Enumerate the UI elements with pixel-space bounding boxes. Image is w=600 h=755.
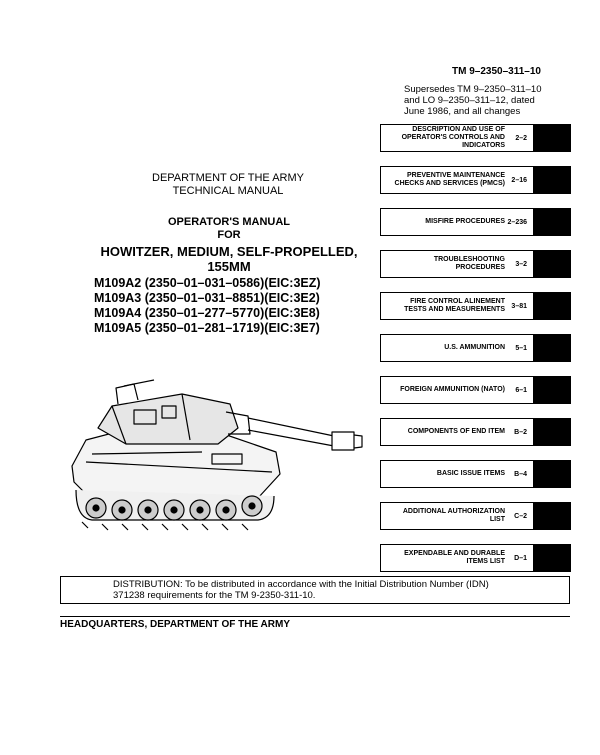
title-line: HOWITZER, MEDIUM, SELF-PROPELLED, [100,244,358,259]
tab-label: FIRE CONTROL ALINEMENT TESTS AND MEASUREMENTS [404,298,505,313]
tab-page: C–2 [514,512,527,520]
model-list [94,276,321,336]
tab-page: 2–236 [507,218,527,226]
tab-label: ADDITIONAL AUTHORIZATION LIST [402,508,505,523]
tab-expendable-items[interactable] [380,544,571,572]
title-line: 155MM [207,259,251,274]
supersedes-line: and LO 9–2350–311–12, dated [404,95,535,106]
tab-page: 2–2 [515,134,527,142]
title-line: OPERATOR'S MANUAL [168,216,290,228]
tab-marker [533,334,571,362]
tab-marker [533,250,571,278]
tab-marker [533,544,571,572]
tab-label: BASIC ISSUE ITEMS [436,470,505,477]
tab-label: EXPENDABLE AND DURABLE ITEMS LIST [404,550,505,565]
distribution-statement [60,576,570,604]
tab-marker [533,418,571,446]
department-line: DEPARTMENT OF THE ARMY [152,172,304,184]
department-heading [110,172,346,198]
tab-marker [533,166,571,194]
tab-page: D–1 [514,554,527,562]
model-line: M109A5 (2350–01–281–1719)(EIC:3E7) [94,321,320,335]
tab-marker [533,208,571,236]
tab-page: 3–2 [515,260,527,268]
tm-number: TM 9–2350–311–10 [452,66,541,77]
tab-page: B–2 [514,428,527,436]
tab-page: 5–1 [515,344,527,352]
tab-fire-control[interactable] [380,292,571,320]
supersedes-note [404,84,564,117]
tab-marker [533,460,571,488]
tab-marker [533,376,571,404]
tab-pmcs[interactable] [380,166,571,194]
howitzer-illustration-icon [62,378,372,543]
tab-foreign-ammunition[interactable] [380,376,571,404]
tab-page: 2–16 [511,176,527,184]
tab-us-ammunition[interactable] [380,334,571,362]
manual-title [60,216,398,274]
tab-label: DESCRIPTION AND USE OF OPERATOR'S CONTROLS AND INDICATORS [401,126,505,149]
divider [60,616,570,617]
tab-troubleshooting[interactable] [380,250,571,278]
tab-label: COMPONENTS OF END ITEM [407,428,505,435]
tab-marker [533,502,571,530]
model-line: M109A2 (2350–01–031–0586)(EIC:3EZ) [94,276,321,290]
tab-page: 3–81 [511,302,527,310]
tab-components[interactable] [380,418,571,446]
tab-additional-authorization[interactable] [380,502,571,530]
tab-misfire[interactable] [380,208,571,236]
supersedes-line: June 1986, and all changes [404,106,521,117]
tab-page: B–4 [514,470,527,478]
supersedes-line: Supersedes TM 9–2350–311–10 [404,84,542,95]
model-line: M109A3 (2350–01–031–8851)(EIC:3E2) [94,291,320,305]
department-line: TECHNICAL MANUAL [172,185,284,197]
tab-label: PREVENTIVE MAINTENANCE CHECKS AND SERVICES (PMCS) [394,172,505,187]
tab-basic-issue-items[interactable] [380,460,571,488]
title-line: FOR [217,229,241,241]
distribution-line: DISTRIBUTION: To be distributed in accordance with the Initial Distribution Number (IDN) [113,579,489,590]
tab-label: TROUBLESHOOTING PROCEDURES [433,256,505,271]
headquarters-footer: HEADQUARTERS, DEPARTMENT OF THE ARMY [60,619,290,630]
model-line: M109A4 (2350–01–277–5770)(EIC:3E8) [94,306,320,320]
tab-page: 6–1 [515,386,527,394]
tab-marker [533,124,571,152]
distribution-line: 371238 requirements for the TM 9-2350-311-10. [113,590,316,601]
tab-marker [533,292,571,320]
tab-label: MISFIRE PROCEDURES [425,218,505,225]
tab-operator-controls[interactable] [380,124,571,152]
tab-label: FOREIGN AMMUNITION (NATO) [400,386,505,393]
tab-label: U.S. AMMUNITION [444,344,505,351]
